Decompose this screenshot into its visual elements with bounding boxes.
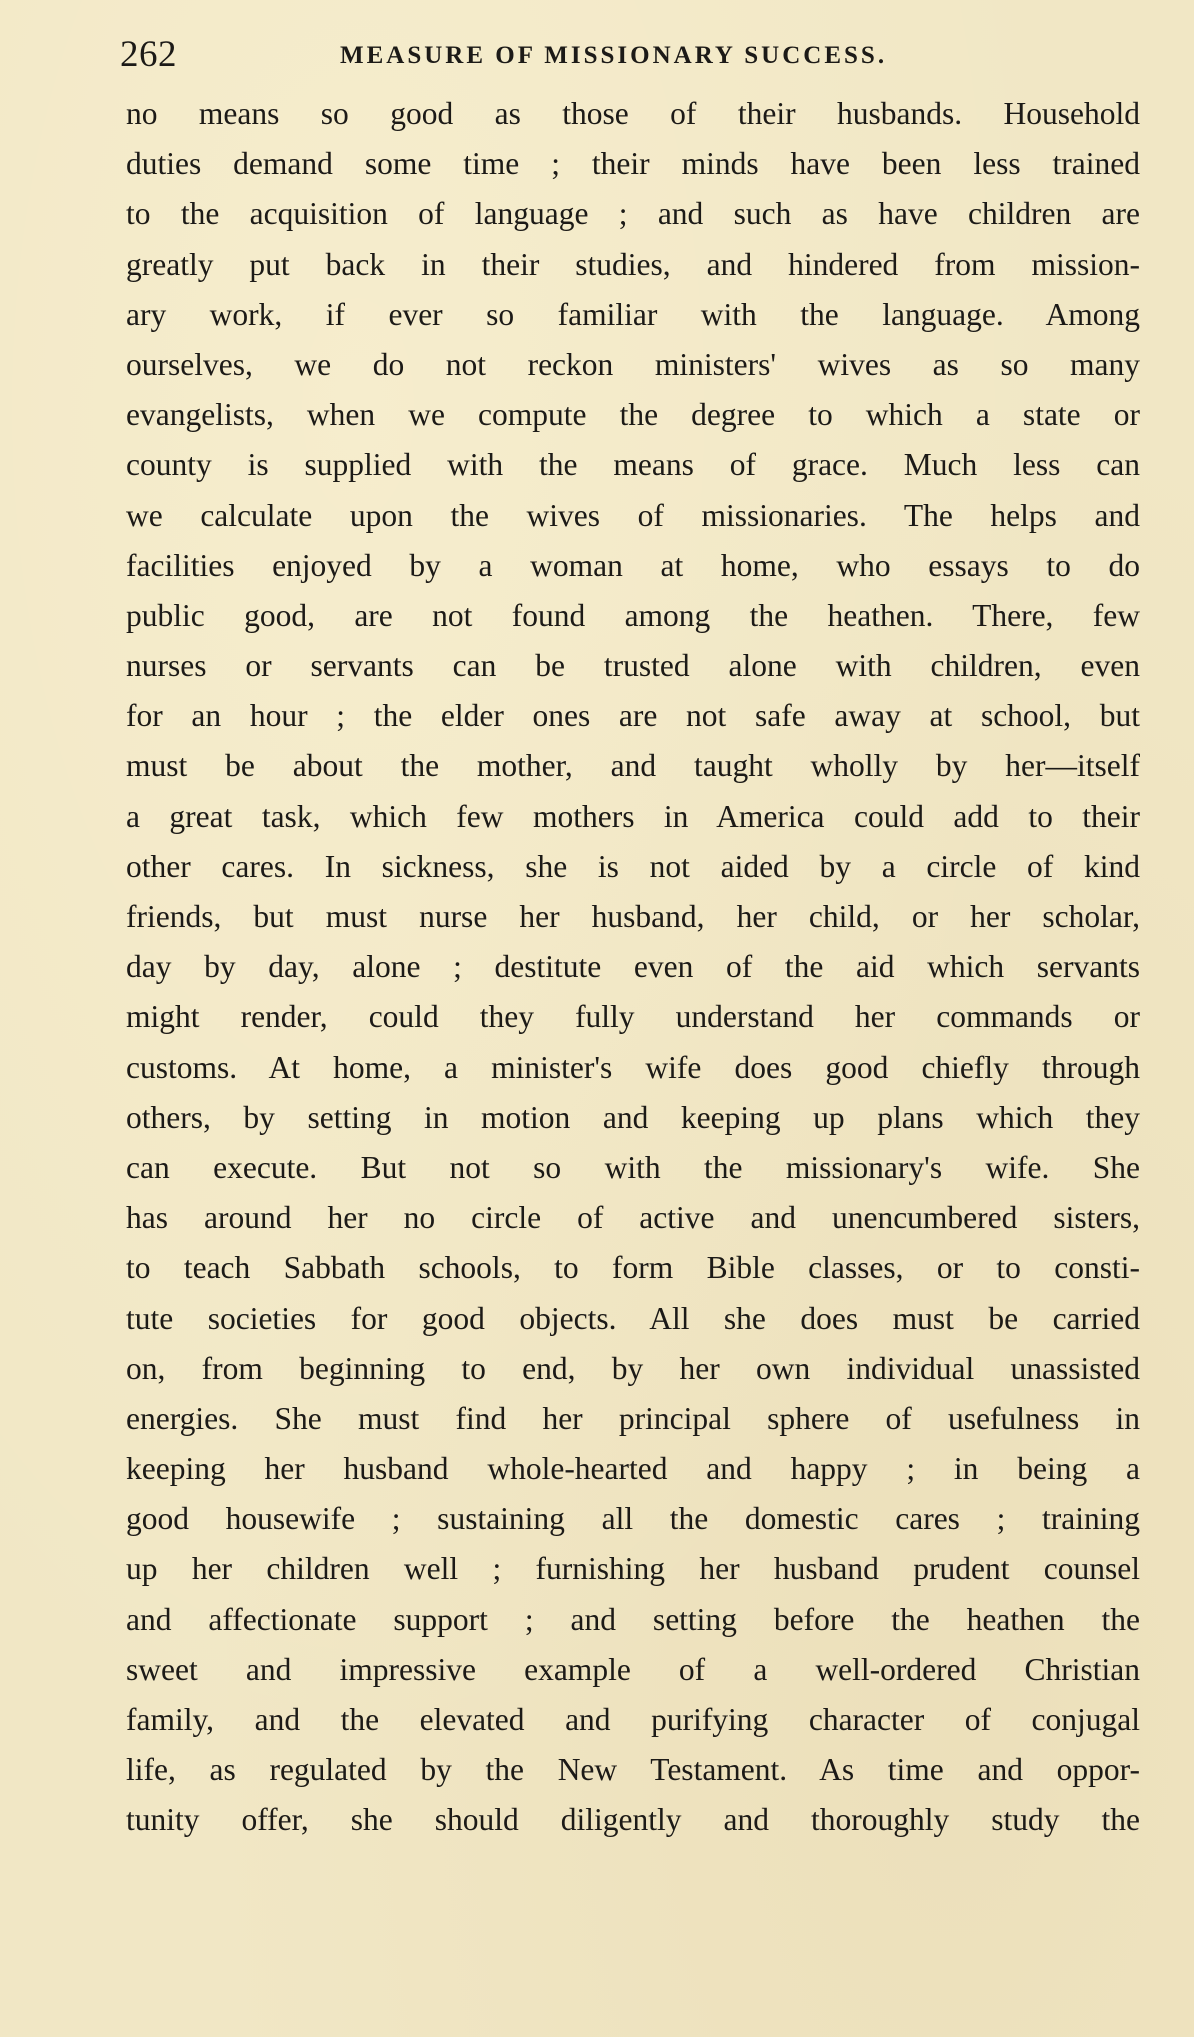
text-line: ourselves, we do not reckon ministers' wives as so many: [126, 346, 1140, 382]
text-line: on, from beginning to end, by her own individual unassisted: [126, 1350, 1140, 1386]
text-line: tunity offer, she should diligently and thoroughly study the: [126, 1802, 1140, 1838]
text-line: no means so good as those of their husbands. Household: [126, 96, 1140, 131]
text-line: to the acquisition of language ; and such as have children are: [126, 196, 1140, 232]
text-line: friends, but must nurse her husband, her child, or her scholar,: [126, 899, 1140, 934]
text-line: a great task, which few mothers in America could add to their: [126, 798, 1140, 834]
text-line: customs. At home, a minister's wife does good chiefly through: [126, 1049, 1140, 1085]
running-title: MEASURE OF MISSIONARY SUCCESS.: [340, 42, 888, 69]
text-line: day by day, alone ; destitute even of the aid which servants: [126, 949, 1140, 985]
text-line: must be about the mother, and taught wholly by her—itself: [126, 748, 1140, 784]
text-line: we calculate upon the wives of missionaries. The helps and: [126, 497, 1140, 533]
text-line: other cares. In sickness, she is not aided by a circle of kind: [126, 848, 1140, 884]
text-line: county is supplied with the means of grace. Much less can: [126, 447, 1140, 483]
text-line: facilities enjoyed by a woman at home, who essays to do: [126, 547, 1140, 583]
text-line: and affectionate support ; and setting before the heathen the: [126, 1601, 1140, 1637]
text-line: up her children well ; furnishing her husband prudent counsel: [126, 1551, 1140, 1587]
text-line: nurses or servants can be trusted alone with children, even: [126, 648, 1140, 684]
text-line: might render, could they fully understand her commands or: [126, 999, 1140, 1035]
text-line: tute societies for good objects. All she does must be carried: [126, 1300, 1140, 1336]
body-text: [126, 89, 1140, 1846]
text-line: duties demand some time ; their minds have been less trained: [126, 146, 1140, 182]
text-line: life, as regulated by the New Testament. As time and oppor-: [126, 1752, 1140, 1788]
text-line: energies. She must find her principal sphere of usefulness in: [126, 1400, 1140, 1436]
text-line: greatly put back in their studies, and hindered from mission-: [126, 246, 1140, 282]
page-number: 262: [120, 34, 177, 75]
running-head: [120, 30, 1160, 80]
text-line: ary work, if ever so familiar with the language. Among: [126, 296, 1140, 332]
text-line: keeping her husband whole-hearted and happy ; in being a: [126, 1451, 1140, 1487]
text-line: others, by setting in motion and keeping up plans which they: [126, 1099, 1140, 1135]
text-line: can execute. But not so with the missionary's wife. She: [126, 1149, 1140, 1185]
text-line: evangelists, when we compute the degree to which a state or: [126, 397, 1140, 433]
text-line: has around her no circle of active and unencumbered sisters,: [126, 1200, 1140, 1236]
text-line: public good, are not found among the heathen. There, few: [126, 597, 1140, 633]
text-line: for an hour ; the elder ones are not safe away at school, but: [126, 698, 1140, 734]
text-line: family, and the elevated and purifying character of conjugal: [126, 1702, 1140, 1737]
text-line: good housewife ; sustaining all the domestic cares ; training: [126, 1501, 1140, 1537]
text-line: to teach Sabbath schools, to form Bible classes, or to consti-: [126, 1250, 1140, 1286]
text-line: sweet and impressive example of a well-ordered Christian: [126, 1651, 1140, 1687]
